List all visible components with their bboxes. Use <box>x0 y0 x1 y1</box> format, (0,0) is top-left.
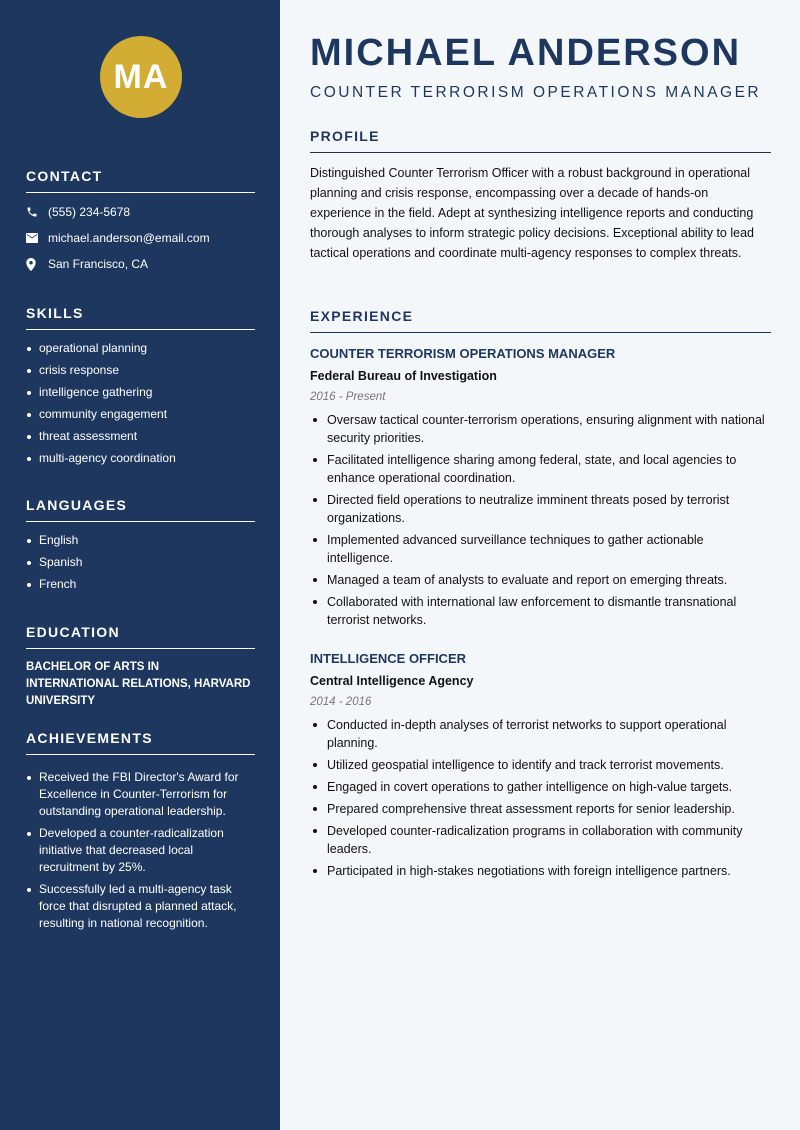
job-bullet: Managed a team of analysts to evaluate and report on emerging threats. <box>310 571 771 589</box>
phone-icon <box>26 206 48 218</box>
avatar-initials: MA <box>113 57 169 96</box>
languages-heading: LANGUAGES <box>26 497 255 522</box>
profile-text: Distinguished Counter Terrorism Officer with a robust background in operational planning and crisis response, encompassing over a decade of hands-on experience in the field. Adept at synthesizing intelligence reports and conducting thorough analyses to inform strategic policy decisions. Exceptional ability to lead tactical operations and coordinate multi-agency responses to complex threats. <box>310 166 754 260</box>
job-role: COUNTER TERRORISM OPERATIONS MANAGER <box>310 346 616 361</box>
contact-phone <box>26 199 255 225</box>
job-bullet: Facilitated intelligence sharing among federal, state, and local agencies to enhance operational coordination. <box>310 451 771 487</box>
email-icon <box>26 233 48 243</box>
education-heading: EDUCATION <box>26 624 255 649</box>
education-section <box>26 624 255 710</box>
job-bullet: Collaborated with international law enforcement to dismantle transnational terrorist networks. <box>310 593 771 629</box>
job-bullet: Engaged in covert operations to gather intelligence on high-value targets. <box>310 778 771 796</box>
education-degree: BACHELOR OF ARTS IN INTERNATIONAL RELATIONS, HARVARD UNIVERSITY <box>26 661 251 707</box>
languages-section <box>26 497 255 598</box>
job-bullet: Developed counter-radicalization programs in collaboration with community leaders. <box>310 822 771 858</box>
contact-email-text[interactable]: michael.anderson@email.com <box>48 231 210 245</box>
profile-heading: PROFILE <box>310 128 771 153</box>
experience-heading: EXPERIENCE <box>310 308 771 333</box>
skills-section <box>26 305 255 472</box>
skill-item: operational planning <box>26 340 255 357</box>
skills-list <box>26 340 255 467</box>
job-bullets <box>310 716 771 880</box>
achievements-section <box>26 730 255 937</box>
job-bullet: Conducted in-depth analyses of terrorist networks to support operational planning. <box>310 716 771 752</box>
language-item: Spanish <box>26 554 255 571</box>
candidate-name: MICHAEL ANDERSON <box>310 32 742 74</box>
job-role: INTELLIGENCE OFFICER <box>310 651 466 666</box>
job-bullet: Directed field operations to neutralize imminent threats posed by terrorist organizations. <box>310 491 771 527</box>
job-dates: 2016 - Present <box>310 391 386 403</box>
job-bullet: Prepared comprehensive threat assessment reports for senior leadership. <box>310 800 771 818</box>
skill-item: community engagement <box>26 406 255 423</box>
candidate-title: COUNTER TERRORISM OPERATIONS MANAGER <box>310 84 762 101</box>
location-pin-icon <box>26 258 48 271</box>
achievement-item: Developed a counter-radicalization initiative that decreased local recruitment by 25%. <box>26 825 255 876</box>
skills-heading: SKILLS <box>26 305 255 330</box>
language-item: English <box>26 532 255 549</box>
sidebar <box>0 0 280 1130</box>
languages-list <box>26 532 255 593</box>
achievement-item: Successfully led a multi-agency task force that disrupted a planned attack, resulting in national recognition. <box>26 881 255 932</box>
skill-item: intelligence gathering <box>26 384 255 401</box>
contact-heading: CONTACT <box>26 168 255 193</box>
contact-phone-text: (555) 234-5678 <box>48 205 131 219</box>
job-bullets <box>310 411 771 629</box>
skill-item: threat assessment <box>26 428 255 445</box>
contact-email <box>26 225 255 251</box>
job-entry <box>310 651 771 884</box>
job-entry <box>310 346 771 633</box>
job-company: Central Intelligence Agency <box>310 674 474 688</box>
avatar <box>100 36 182 118</box>
job-bullet: Participated in high-stakes negotiations with foreign intelligence partners. <box>310 862 771 880</box>
job-bullet: Implemented advanced surveillance techniques to gather actionable intelligence. <box>310 531 771 567</box>
achievements-list <box>26 769 255 932</box>
skill-item: crisis response <box>26 362 255 379</box>
contact-section <box>26 168 255 277</box>
job-dates: 2014 - 2016 <box>310 696 372 708</box>
language-item: French <box>26 576 255 593</box>
job-bullet: Oversaw tactical counter-terrorism operations, ensuring alignment with national security priorities. <box>310 411 771 447</box>
profile-section <box>310 128 771 263</box>
achievement-item: Received the FBI Director's Award for Excellence in Counter-Terrorism for outstanding operational leadership. <box>26 769 255 820</box>
job-company: Federal Bureau of Investigation <box>310 369 497 383</box>
contact-location-text: San Francisco, CA <box>48 257 149 271</box>
experience-section <box>310 308 771 333</box>
contact-location <box>26 251 255 277</box>
achievements-heading: ACHIEVEMENTS <box>26 730 255 755</box>
job-bullet: Utilized geospatial intelligence to identify and track terrorist movements. <box>310 756 771 774</box>
skill-item: multi-agency coordination <box>26 450 255 467</box>
